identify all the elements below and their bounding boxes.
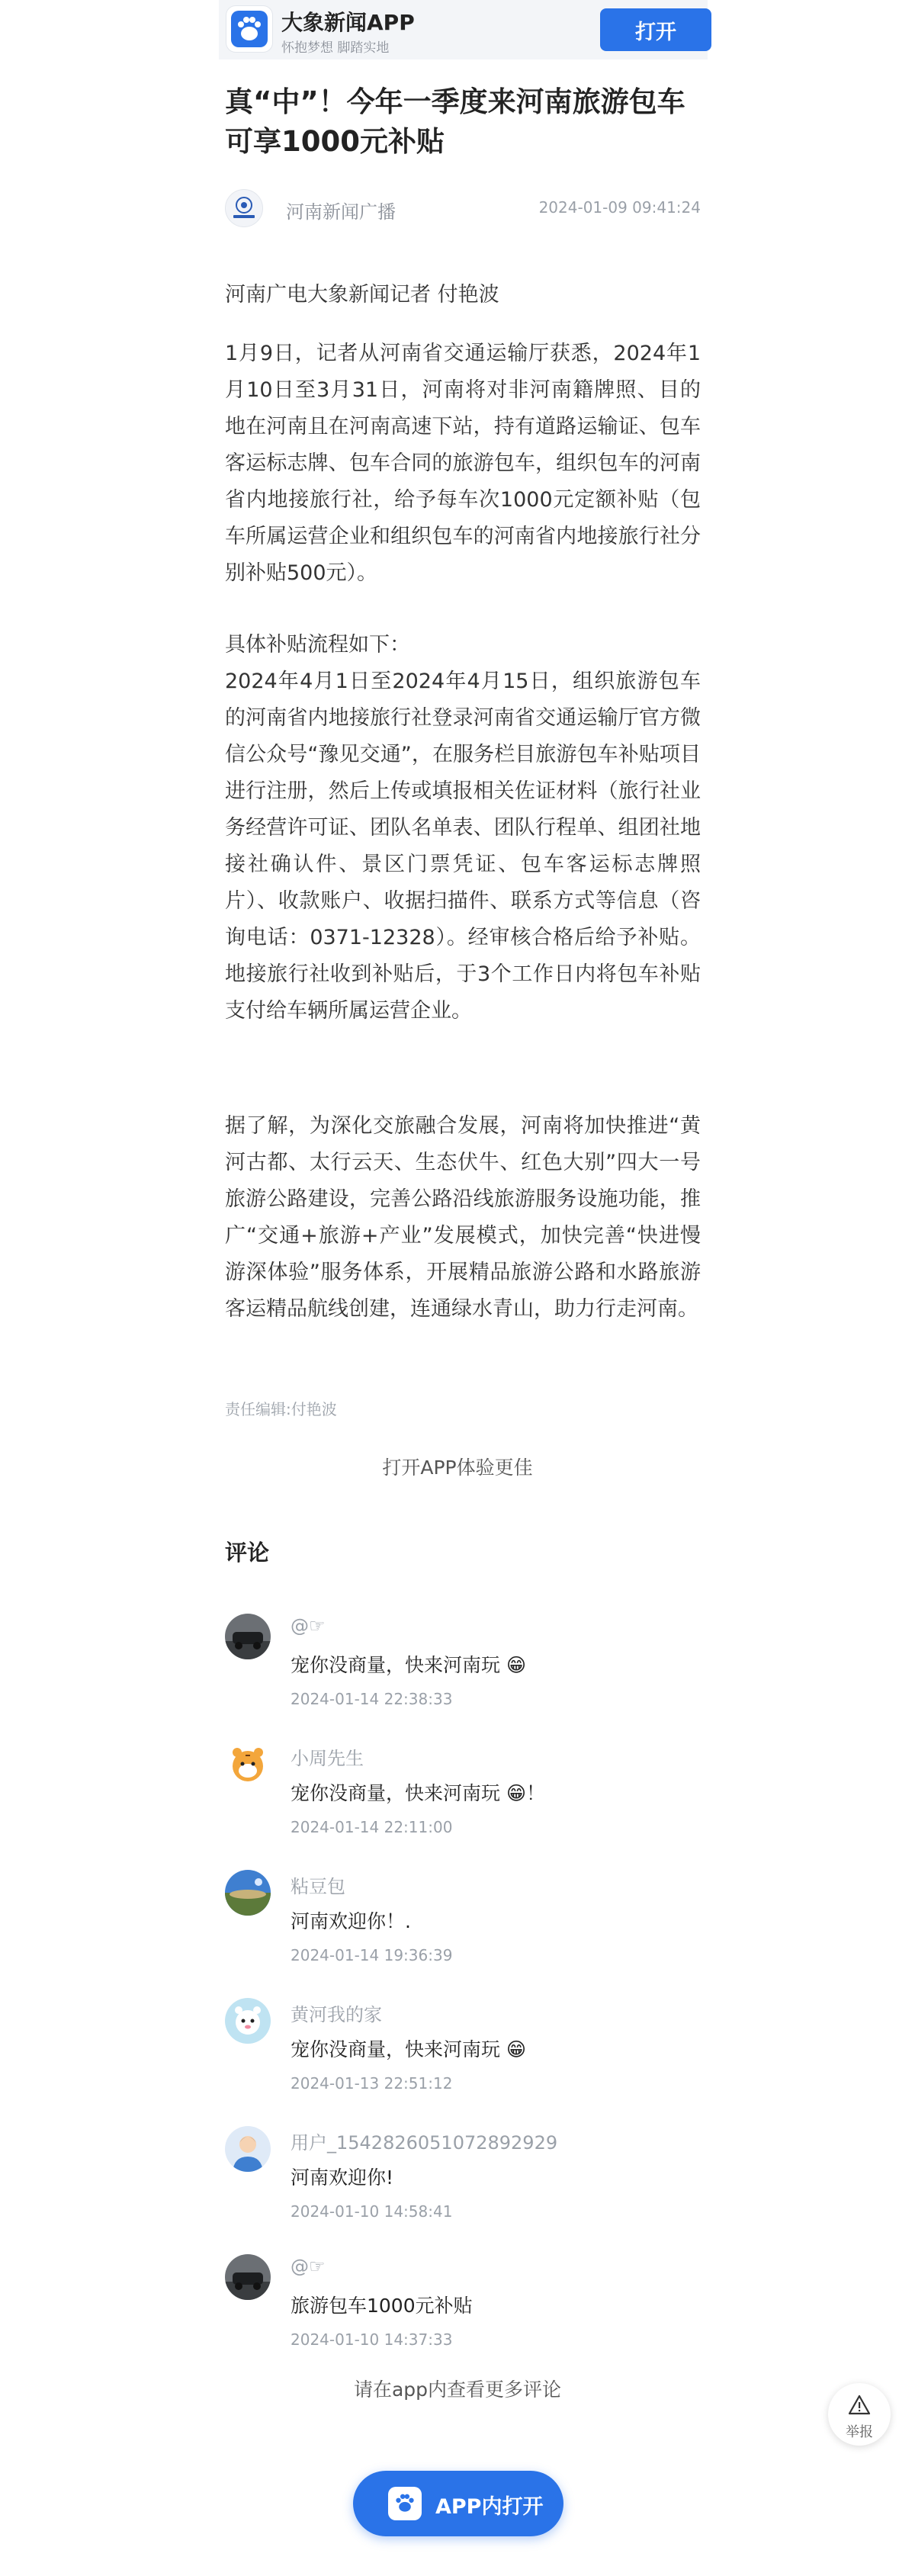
article-title: 真“中”！今年一季度来河南旅游包车可享1000元补贴 bbox=[225, 85, 685, 158]
comments-title: 评论 bbox=[225, 1540, 270, 1566]
comment-username[interactable]: 粘豆包 bbox=[291, 1876, 345, 1897]
comment-time: 2024-01-14 22:38:33 bbox=[291, 1690, 453, 1708]
comment-time: 2024-01-10 14:58:41 bbox=[291, 2202, 453, 2221]
comment-time: 2024-01-13 22:51:12 bbox=[291, 2074, 453, 2093]
app-logo-icon bbox=[226, 6, 272, 52]
cartoon-character-avatar-icon[interactable] bbox=[225, 1998, 271, 2044]
app-download-bar bbox=[219, 0, 708, 59]
comment-text: 宠你没商量，快来河南玩 😁 bbox=[291, 1654, 527, 1676]
comment-item bbox=[225, 1614, 713, 1728]
landscape-avatar-icon[interactable] bbox=[225, 1870, 271, 1916]
publish-time: 2024-01-09 09:41:24 bbox=[538, 198, 701, 217]
default-user-avatar-icon[interactable] bbox=[225, 2126, 271, 2172]
report-label: 举报 bbox=[846, 2424, 873, 2440]
source-name[interactable]: 河南新闻广播 bbox=[286, 201, 396, 223]
open-in-app-button[interactable] bbox=[353, 2471, 563, 2536]
comment-username[interactable]: 小周先生 bbox=[291, 1748, 364, 1769]
comment-username[interactable]: 黄河我的家 bbox=[291, 2004, 382, 2025]
comment-username[interactable]: 用户_1542826051072892929 bbox=[291, 2132, 558, 2154]
comment-time: 2024-01-14 22:11:00 bbox=[291, 1818, 453, 1836]
comment-item bbox=[225, 1742, 713, 1856]
comment-text: 河南欢迎你! bbox=[291, 2166, 394, 2189]
app-name: 大象新闻APP bbox=[281, 10, 415, 35]
comment-item bbox=[225, 1998, 713, 2112]
more-comments-link[interactable]: 请在app内查看更多评论 bbox=[353, 2378, 562, 2401]
car-photo-avatar-icon[interactable] bbox=[225, 1614, 271, 1659]
warning-icon bbox=[848, 2394, 871, 2417]
comment-text: 宠你没商量，快来河南玩 😁！ bbox=[291, 1782, 546, 1804]
app-paw-icon bbox=[388, 2487, 422, 2520]
responsible-editor: 责任编辑:付艳波 bbox=[225, 1400, 337, 1418]
comment-text: 宠你没商量，快来河南玩 😁 bbox=[291, 2038, 527, 2060]
paragraph-heading: 具体补贴流程如下： bbox=[225, 633, 410, 657]
article-paragraph bbox=[225, 627, 701, 1029]
comment-time: 2024-01-10 14:37:33 bbox=[291, 2330, 453, 2349]
open-app-button[interactable]: 打开 bbox=[600, 8, 711, 51]
comment-time: 2024-01-14 19:36:39 bbox=[291, 1946, 453, 1964]
comment-item bbox=[225, 1870, 713, 1984]
open-app-hint-link[interactable]: 打开APP体验更佳 bbox=[382, 1457, 533, 1479]
comment-username[interactable]: @☞ bbox=[291, 2256, 326, 2277]
cartoon-tiger-avatar-icon[interactable] bbox=[225, 1742, 271, 1787]
comment-text: 河南欢迎你！. bbox=[291, 1910, 411, 1932]
article-source-row bbox=[225, 189, 701, 227]
car-photo-avatar-icon[interactable] bbox=[225, 2254, 271, 2300]
report-button[interactable] bbox=[828, 2383, 891, 2446]
comment-text: 旅游包车1000元补贴 bbox=[291, 2295, 473, 2317]
source-logo-icon bbox=[225, 189, 263, 227]
reporter-line: 河南广电大象新闻记者 付艳波 bbox=[225, 283, 499, 307]
comment-item bbox=[225, 2254, 713, 2369]
comment-username[interactable]: @☞ bbox=[291, 1615, 326, 1636]
article-paragraph: 据了解，为深化交旅融合发展，河南将加快推进“黄河古都、太行云天、生态伏牛、红色大别”四大一号旅游公路建设，完善公路沿线旅游服务设施功能，推广“交通+旅游+产业”发展模式，加快完善“快进慢游深体验”服务体系，开展精品旅游公路和水路旅游客运精品航线创建，连通绿水青山，助力行走河南。 bbox=[225, 1114, 701, 1321]
comment-item bbox=[225, 2126, 713, 2240]
article-paragraph: 1月9日，记者从河南省交通运输厅获悉，2024年1月10日至3月31日，河南将对非河南籍牌照、目的地在河南且在河南高速下站，持有道路运输证、包车客运标志牌、包车合同的旅游包车，组织包车的河南省内地接旅行社，给予每车次1000元定额补贴（包车所属运营企业和组织包车的河南省内地接旅行社分别补贴500元）。 bbox=[225, 342, 701, 585]
app-slogan: 怀抱梦想 脚踏实地 bbox=[281, 40, 390, 56]
paragraph-body: 2024年4月1日至2024年4月15日，组织旅游包车的河南省内地接旅行社登录河南省交通运输厅官方微信公众号“豫见交通”，在服务栏目旅游包车补贴项目进行注册，然后上传或填报相关佐证材料（旅行社业务经营许可证、团队名单表、团队行程单、组团社地接社确认件、景区门票凭证、包车客运标志牌照片）、收款账户、收据扫描件、联系方式等信息（咨询电话：0371-12328）。经审核合格后给予补贴。地接旅行社收到补贴后，于3个工作日内将包车补贴支付给车辆所属运营企业。 bbox=[225, 670, 701, 1023]
open-in-app-label: APP内打开 bbox=[435, 2495, 544, 2519]
